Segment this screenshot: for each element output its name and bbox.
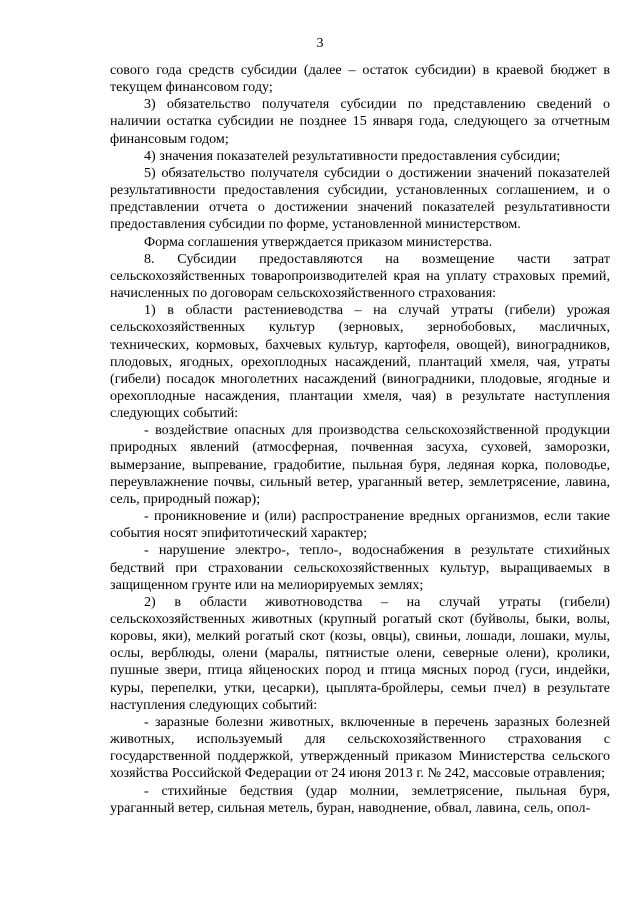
paragraph-bullet-disasters: - стихийные бедствия (удар молнии, землетрясение, пыльная буря, ураганный ветер, сильная метель, буран, наводнение, обвал, лавина, сель, опол- xyxy=(110,782,610,816)
paragraph-clause-8: 8. Субсидии предоставляются на возмещение части затрат сельскохозяйственных товаропроизводителей края на уплату страховых премий, начисленных по договорам сельскохозяйственного страхования: xyxy=(110,250,610,302)
page-number: 3 xyxy=(316,36,324,51)
paragraph-bullet-pests: - проникновение и (или) распространение вредных организмов, если такие события носят эпифитотический характер; xyxy=(110,508,610,542)
paragraph-item-5: 5) обязательство получателя субсидии о достижении значений показателей результативности предоставления субсидии, установленных соглашением, и о представлении отчета о достижении значений показателей результативности предоставления субсидии по форме, установленной министерством. xyxy=(110,164,610,233)
document-body xyxy=(110,62,610,817)
paragraph-bullet-natural-phenomena: - воздействие опасных для производства сельскохозяйственной продукции природных явлений (атмосферная, почвенная засуха, суховей, заморозки, вымерзание, выпревание, градобитие, пыльная буря, ледяная корка, половодье, переувлажнение почвы, сильный ветер, ураганный ветер, землетрясение, лавина, сель, природный пожар); xyxy=(110,422,610,507)
paragraph-agreement-form: Форма соглашения утверждается приказом министерства. xyxy=(144,233,493,250)
paragraph-bullet-diseases: - заразные болезни животных, включенные в перечень заразных болезней животных, используемый для сельскохозяйственного страхования с государственной поддержкой, утвержденный приказом Министерства сельского хозяйства Российской Федерации от 24 июня 2013 г. № 242, массовые отравления; xyxy=(110,713,610,782)
paragraph-item-4: 4) значения показателей результативности предоставления субсидии; xyxy=(144,147,561,164)
paragraph-bullet-utilities: - нарушение электро-, тепло-, водоснабжения в результате стихийных бедствий при страховании сельскохозяйственных культур, выращиваемых в защищенном грунте или на мелиорируемых землях; xyxy=(110,542,610,593)
paragraph-livestock: 2) в области животноводства – на случай утраты (гибели) сельскохозяйственных животных (крупный рогатый скот (буйволы, быки, волы, коровы, яки), мелкий рогатый скот (козы, овцы), свиньи, лошади, лошаки, мулы, ослы, верблюды, олени (маралы, пятнистые олени, северные олени), кролики, пушные звери, птица яйценоских пород и птица мясных пород (гуси, индейки, куры, перепелки, утки, цесарки), цыплята-бройлеры, семьи пчел) в результате наступления следующих событий: xyxy=(110,593,610,713)
paragraph-item-3: 3) обязательство получателя субсидии по представлению сведений о наличии остатка субсидии не позднее 15 января года, следующего за отчетным финансовым годом; xyxy=(110,96,610,147)
paragraph-crop-production: 1) в области растениеводства – на случай утраты (гибели) урожая сельскохозяйственных культур (зерновых, зернобобовых, масличных, технических, кормовых, бахчевых культур, картофеля, овощей), виноградников, плодовых, ягодных, орехоплодных насаждений, плантаций хмеля, чая, утраты (гибели) посадок многолетних насаждений (виноградники, плодовые, ягодные и орехоплодные насаждения, плантации хмеля, чая) в результате наступления следующих событий: xyxy=(110,302,610,422)
paragraph-continuation: сового года средств субсидии (далее – остаток субсидии) в краевой бюджет в текущем финансовом году; xyxy=(110,62,610,96)
